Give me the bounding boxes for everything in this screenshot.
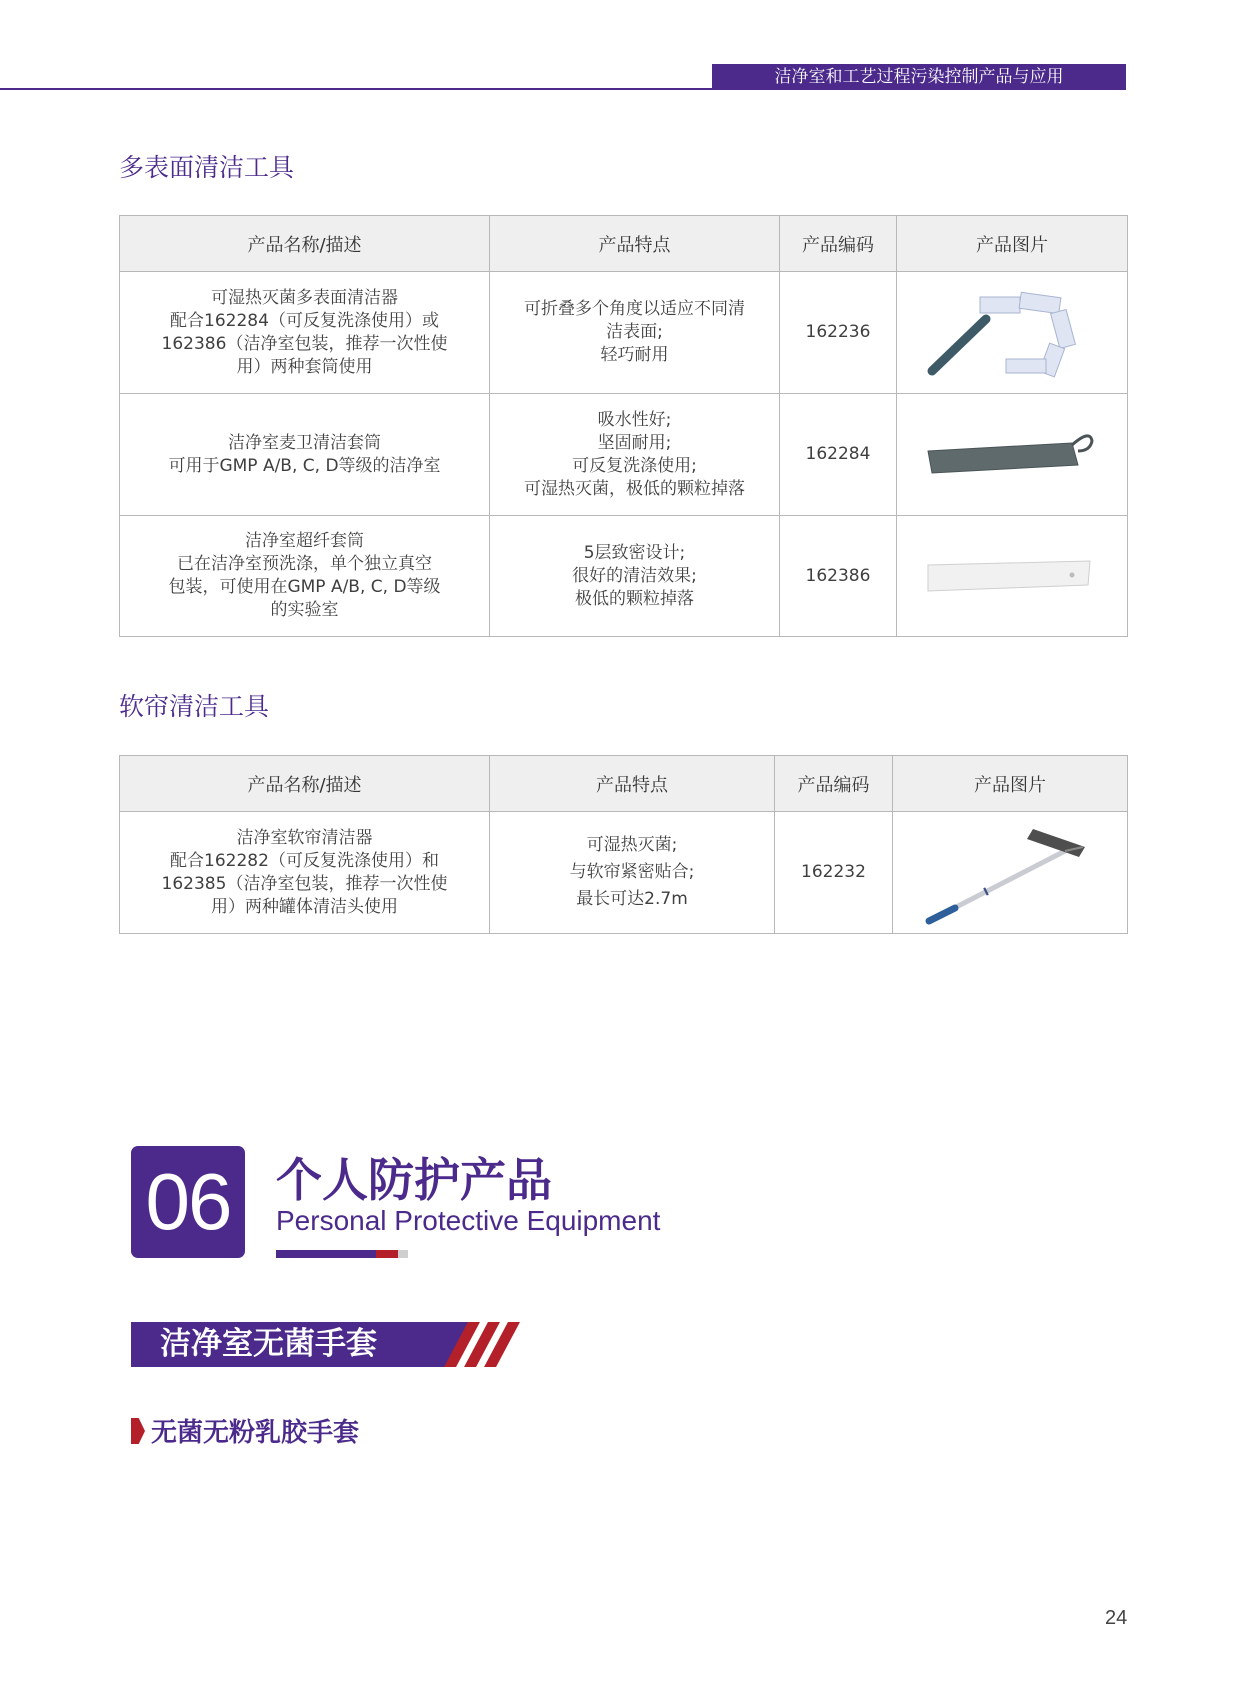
chapter-title-cn: 个人防护产品 xyxy=(276,1153,552,1207)
cleaner-head xyxy=(1027,829,1085,857)
microfiber-sleeve-image xyxy=(922,551,1102,601)
product-code: 162236 xyxy=(780,272,897,394)
cleaner-segment xyxy=(980,297,1020,313)
sleeve-body xyxy=(928,561,1090,591)
product-features xyxy=(490,812,775,934)
col-header-code: 产品编码 xyxy=(775,756,893,812)
desc-line: 162385（洁净室包装，推荐一次性使 xyxy=(161,873,448,894)
desc-line: 可用于GMP A/B, C, D等级的洁净室 xyxy=(168,455,441,476)
feature-line: 可湿热灭菌; xyxy=(586,835,678,855)
table-row xyxy=(120,272,1128,394)
mop-sleeve-image xyxy=(922,425,1102,485)
desc-line: 配合162284（可反复洗涤使用）或 xyxy=(170,310,439,331)
product-code: 162386 xyxy=(780,516,897,637)
col-header-image: 产品图片 xyxy=(897,216,1128,272)
table-row xyxy=(120,516,1128,637)
col-header-features: 产品特点 xyxy=(490,756,775,812)
product-description xyxy=(120,516,490,637)
product-features xyxy=(490,516,780,637)
folding-cleaner-image xyxy=(922,283,1102,383)
cleaner-segment xyxy=(1019,292,1061,313)
chapter-underline-purple xyxy=(276,1250,376,1258)
section1-table xyxy=(119,215,1128,637)
curtain-cleaner-image xyxy=(915,817,1105,929)
feature-line: 极低的颗粒掉落 xyxy=(575,588,694,609)
subsection-title: 无菌无粉乳胶手套 xyxy=(151,1418,360,1448)
desc-line: 用）两种套筒使用 xyxy=(236,356,373,377)
section2-title: 软帘清洁工具 xyxy=(119,692,270,721)
product-features xyxy=(490,394,780,516)
table-row xyxy=(120,812,1128,934)
chapter-underline-red xyxy=(376,1250,398,1258)
feature-line: 5层致密设计; xyxy=(583,542,686,563)
desc-line: 洁净室软帘清洁器 xyxy=(236,827,373,848)
desc-line: 用）两种罐体清洁头使用 xyxy=(211,896,398,917)
feature-line: 可折叠多个角度以适应不同清 xyxy=(524,299,745,319)
product-features xyxy=(490,272,780,394)
desc-line: 已在洁净室预洗涤，单个独立真空 xyxy=(177,554,432,574)
header-tab: 洁净室和工艺过程污染控制产品与应用 xyxy=(712,64,1126,90)
product-image xyxy=(897,516,1128,637)
desc-line: 洁净室麦卫清洁套筒 xyxy=(228,432,381,453)
product-description xyxy=(120,812,490,934)
product-code: 162284 xyxy=(780,394,897,516)
chapter-title-en: Personal Protective Equipment xyxy=(276,1205,661,1236)
desc-line: 可湿热灭菌多表面清洁器 xyxy=(211,287,398,308)
table-row xyxy=(120,394,1128,516)
product-description xyxy=(120,394,490,516)
product-image xyxy=(893,812,1128,934)
feature-line: 可反复洗涤使用; xyxy=(572,455,697,476)
desc-line: 配合162282（可反复洗涤使用）和 xyxy=(170,850,439,871)
feature-line: 吸水性好; xyxy=(597,409,672,430)
section1-title: 多表面清洁工具 xyxy=(119,153,295,182)
desc-line: 的实验室 xyxy=(270,600,339,620)
cleaner-handle xyxy=(932,319,986,371)
col-header-name: 产品名称/描述 xyxy=(120,216,490,272)
category-banner-title: 洁净室无菌手套 xyxy=(160,1326,377,1362)
desc-line: 包装，可使用在GMP A/B, C, D等级 xyxy=(168,577,441,597)
col-header-name: 产品名称/描述 xyxy=(120,756,490,812)
feature-line: 与软帘紧密贴合; xyxy=(569,862,695,882)
product-description xyxy=(120,272,490,394)
feature-line: 洁表面; xyxy=(606,322,663,342)
sleeve-body xyxy=(928,443,1078,473)
col-header-features: 产品特点 xyxy=(490,216,780,272)
feature-line: 轻巧耐用 xyxy=(600,345,669,365)
page-number: 24 xyxy=(1105,1607,1128,1629)
desc-line: 洁净室超纤套筒 xyxy=(245,531,364,551)
subsection-marker xyxy=(131,1418,145,1444)
sleeve-loop xyxy=(1072,435,1092,450)
product-image xyxy=(897,272,1128,394)
desc-line: 162386（洁净室包装，推荐一次性使 xyxy=(161,333,448,354)
feature-line: 很好的清洁效果; xyxy=(572,565,697,586)
pole-joint xyxy=(985,891,987,892)
table-header-row xyxy=(120,756,1128,812)
chapter-underline-grey xyxy=(398,1250,408,1258)
chapter-number: 06 xyxy=(131,1146,245,1258)
table-header-row xyxy=(120,216,1128,272)
sleeve-tag xyxy=(1070,573,1075,578)
section2-table xyxy=(119,755,1128,934)
feature-line: 坚固耐用; xyxy=(597,432,672,453)
feature-line: 可湿热灭菌，极低的颗粒掉落 xyxy=(524,478,745,499)
product-image xyxy=(897,394,1128,516)
product-code: 162232 xyxy=(775,812,893,934)
cleaner-segment xyxy=(1006,359,1046,373)
pole-grip xyxy=(929,908,955,921)
feature-line: 最长可达2.7m xyxy=(576,889,688,909)
col-header-code: 产品编码 xyxy=(780,216,897,272)
col-header-image: 产品图片 xyxy=(893,756,1128,812)
cleaner-segment xyxy=(1051,309,1076,348)
